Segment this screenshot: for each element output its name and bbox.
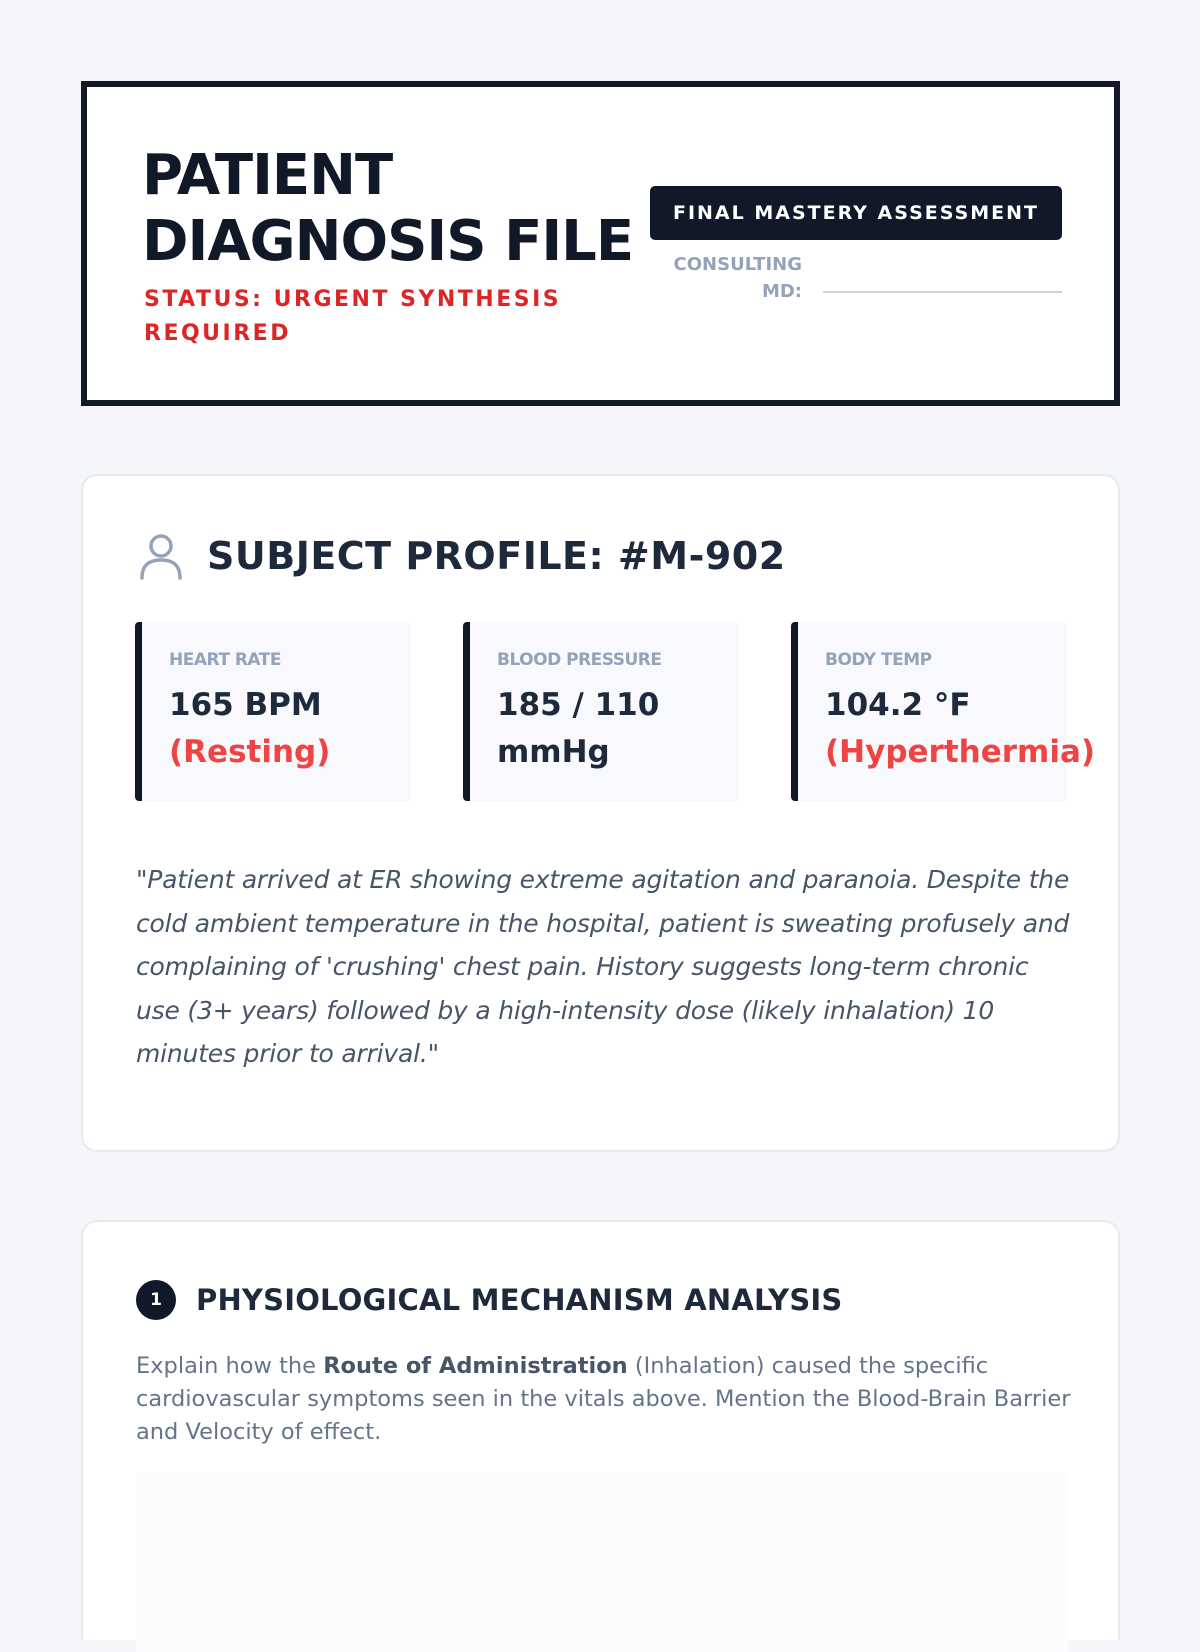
vital-value [497,682,659,776]
status-text [144,283,574,351]
page-title [142,143,662,275]
vital-flag: (Hyperthermia) [825,734,1096,770]
vital-value-text: 185 / 110 [497,687,660,723]
vital-heart-rate [135,622,411,801]
consulting-md-label [667,251,802,305]
question-title: PHYSIOLOGICAL MECHANISM ANALYSIS [196,1283,843,1317]
question-prompt-emphasis: Route of Administration [323,1353,628,1379]
md-label-line-1: CONSULTING [673,254,802,275]
vital-value [169,682,330,776]
question-header [136,1280,843,1320]
md-label-line-2: MD: [761,281,802,302]
vital-value-unit: mmHg [497,734,610,770]
question-prompt-end: (Inhalation) caused the specific cardiovascular symptoms seen in the vitals above. Mention the Blood-Brain Barrier and Velocity of effect. [136,1353,1071,1445]
title-line-1: PATIENT [142,143,393,208]
vital-label: HEART RATE [169,650,281,670]
title-line-2: DIAGNOSIS FILE [142,209,634,274]
profile-title: SUBJECT PROFILE: #M-902 [207,534,786,578]
vital-flag: (Resting) [169,734,331,770]
question-prompt-start: Explain how the [136,1353,324,1379]
vital-value [825,682,1095,776]
vital-label: BODY TEMP [825,650,932,670]
subject-profile-card [81,474,1120,1152]
vital-value-text: 104.2 °F [825,687,971,723]
vital-value-text: 165 BPM [169,687,322,723]
assessment-badge: FINAL MASTERY ASSESSMENT [650,186,1062,240]
question-card-1 [81,1220,1120,1640]
vital-blood-pressure [463,622,739,801]
profile-header [139,532,786,580]
user-icon [139,532,183,580]
status-line-2: REQUIRED [144,321,291,346]
consulting-md-signature-line[interactable] [823,291,1062,293]
answer-textarea[interactable] [136,1472,1068,1652]
vital-label: BLOOD PRESSURE [497,650,662,670]
question-prompt [136,1350,1076,1449]
vital-body-temp [791,622,1096,801]
patient-narrative: "Patient arrived at ER showing extreme agitation and paranoia. Despite the cold ambient temperature in the hospital, patient is sweating profusely and complaining of 'crushing' chest pain. History suggests long-term chronic use (3+ years) followed by a high-intensity dose (likely inhalation) 10 minutes prior to arrival." [136,865,1070,1068]
header-card [81,81,1120,406]
status-line-1: STATUS: URGENT SYNTHESIS [144,287,562,312]
question-number-badge: 1 [136,1280,176,1320]
